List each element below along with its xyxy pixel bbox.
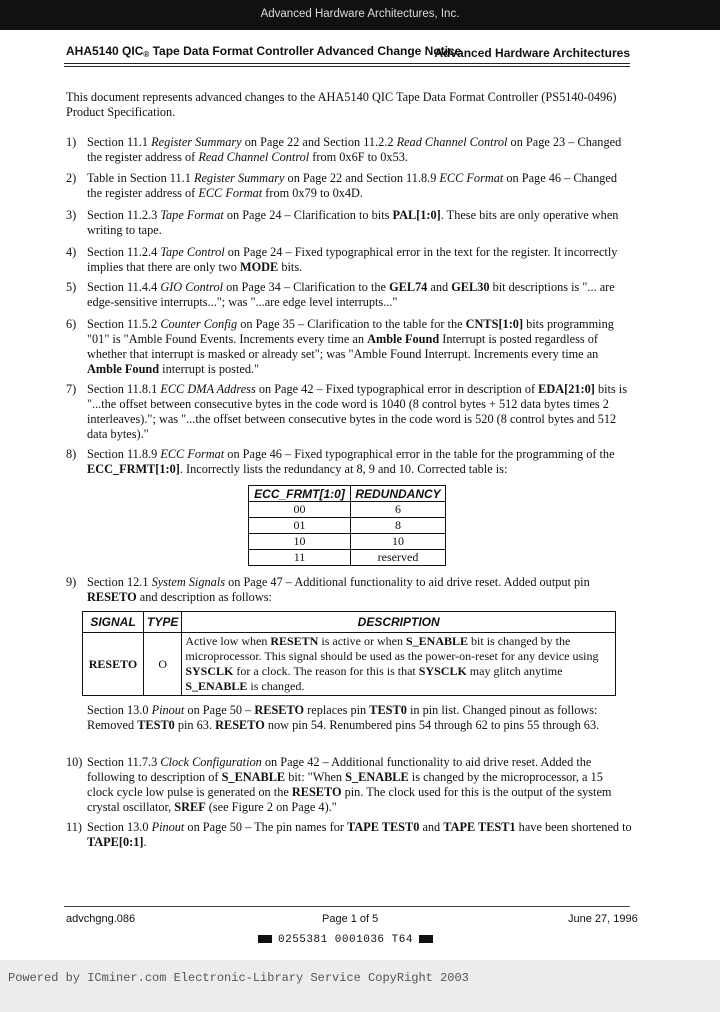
item-text: Table in Section 11.1 Register Summary on Page 22 and Section 11.8.9 ECC Format on Page 46 – Changed the register address of ECC Format from 0x79 to 0x4D. — [87, 171, 618, 200]
column-header: TYPE — [144, 612, 182, 633]
table-cell: 10 — [249, 534, 351, 550]
table-cell: 11 — [249, 550, 351, 566]
item-text: Section 12.1 System Signals on Page 47 – Additional functionality to aid drive reset. Added output pin RESETO and description as follows: — [87, 575, 590, 604]
item-number: 10) — [66, 755, 83, 769]
table-cell: reserved — [351, 550, 446, 566]
item-text: Section 11.8.9 ECC Format on Page 46 – Fixed typographical error in the table for the programming of the ECC_FRMT[1:0]. Incorrectly lists the redundancy at 8, 9 and 10. Corrected table is: — [87, 447, 615, 476]
item-text: Section 11.1 Register Summary on Page 22 and Section 11.2.2 Read Channel Control on Page 23 – Changed the register address of Read Channel Control from 0x6F to 0x53. — [87, 135, 622, 164]
ecc-format-table — [248, 485, 446, 566]
item-number: 2) — [66, 171, 77, 185]
item-text: Section 13.0 Pinout on Page 50 – The pin names for TAPE TEST0 and TAPE TEST1 have been shortened to TAPE[0:1]. — [87, 820, 632, 849]
signal-table — [82, 611, 616, 696]
powered-by-bar — [0, 960, 720, 1012]
footer-rule — [64, 906, 630, 907]
header-rule-2 — [64, 66, 630, 67]
header-title: AHA5140 $QIC_®$ Tape Data Format Controller Advanced Change Notice — [66, 44, 462, 59]
table-cell: 8 — [351, 518, 446, 534]
barcode-block-icon — [419, 935, 433, 943]
column-header: ECC_FRMT[1:0] — [249, 486, 351, 502]
item-text: Section 11.7.3 Clock Configuration on Page 42 – Additional functionality to aid drive reset. Added the following to description of S_ENABLE bit: "When S_ENABLE is changed by the microprocessor, a 15 clock cycle low pulse is generated on the RESETO pin. The clock used for this is the output of the system crystal oscillator, SREF (see Figure 2 on Page 4)." — [87, 755, 612, 814]
footer-page-number: Page 1 of 5 — [322, 913, 379, 925]
item-number: 4) — [66, 245, 77, 259]
item-text: Section 11.2.3 Tape Format on Page 24 – Clarification to bits PAL[1:0]. These bits are only operative when writing to tape. — [87, 208, 619, 237]
item-text: Section 11.4.4 GIO Control on Page 34 – Clarification to the GEL74 and GEL30 bit descriptions is "... are edge-sensitive interrupts..."; was "...are edge level interrupts..." — [87, 280, 615, 309]
item-text: Section 11.8.1 ECC DMA Address on Page 42 – Fixed typographical error in description of EDA[21:0] bits is "...the offset between consecutive bytes in the code word is 1040 (8 control bytes + 512 data bytes times 2 interleaves)."; was "...the offset between consecutive bytes in the code word is 520 (8 control bytes and 512 data bytes)." — [87, 382, 627, 441]
table-row — [249, 550, 446, 566]
item-text: Section 11.2.4 Tape Control on Page 24 – Fixed typographical error in the text for the register. It incorrectly implies that there are only two MODE bits. — [87, 245, 618, 274]
signal-type: O — [144, 633, 182, 696]
intro-paragraph: This document represents advanced changes to the AHA5140 QIC Tape Data Format Controller (PS5140-0496) Product Specification. — [66, 90, 617, 119]
table-row — [83, 633, 616, 696]
table-row — [249, 534, 446, 550]
table-row — [249, 502, 446, 518]
item-number: 8) — [66, 447, 77, 461]
footer-filename: advchgng.086 — [66, 913, 136, 925]
table-row — [249, 518, 446, 534]
table-cell: 6 — [351, 502, 446, 518]
item-number: 7) — [66, 382, 77, 396]
barcode-block-icon — [258, 935, 272, 943]
barcode-line — [252, 934, 439, 946]
header-rule — [64, 63, 630, 64]
table-cell: 01 — [249, 518, 351, 534]
table-cell: 10 — [351, 534, 446, 550]
signal-name: RESETO — [83, 633, 144, 696]
table-cell: 00 — [249, 502, 351, 518]
item-number: 6) — [66, 317, 77, 331]
item-number: 11) — [66, 820, 82, 834]
item-text: Section 13.0 Pinout on Page 50 – RESETO replaces pin TEST0 in pin list. Changed pinout as follows: Removed TEST0 pin 63. RESETO now pin 54. Renumbered pins 54 through 62 to pins 55 through 63. — [87, 703, 600, 732]
column-header: REDUNDANCY — [351, 486, 446, 502]
signal-description: Active low when RESETN is active or when S_ENABLE bit is changed by the microprocessor. This signal should be used as the power-on-reset for any device using SYSCLK for a clock. The reason for this is that SYSCLK may glitch anytime S_ENABLE is changed. — [182, 633, 616, 696]
item-number: 3) — [66, 208, 77, 222]
item-number: 1) — [66, 135, 77, 149]
powered-by-text: Powered by ICminer.com Electronic-Library Service CopyRight 2003 — [8, 971, 469, 985]
item-number: 5) — [66, 280, 77, 294]
footer-date: June 27, 1996 — [568, 913, 638, 925]
barcode-text: 0255381 0001036 T64 — [278, 934, 413, 946]
margin-mark-icon — [0, 15, 6, 21]
header-company: Advanced Hardware Architectures — [434, 46, 630, 60]
banner-title: Advanced Hardware Architectures, Inc. — [260, 8, 460, 20]
item-text: Section 11.5.2 Counter Config on Page 35 – Clarification to the table for the CNTS[1:0] bits programming "01" is "Amble Found Events. Increments every time an Amble Found Interrupt is posted regardless of whether that interrupt is masked or already set"; was "Amble Found Interrupt. Increments every time an Amble Found interrupt is posted." — [87, 317, 614, 376]
column-header: SIGNAL — [83, 612, 144, 633]
top-banner — [0, 0, 720, 30]
item-number: 9) — [66, 575, 77, 589]
column-header: DESCRIPTION — [182, 612, 616, 633]
